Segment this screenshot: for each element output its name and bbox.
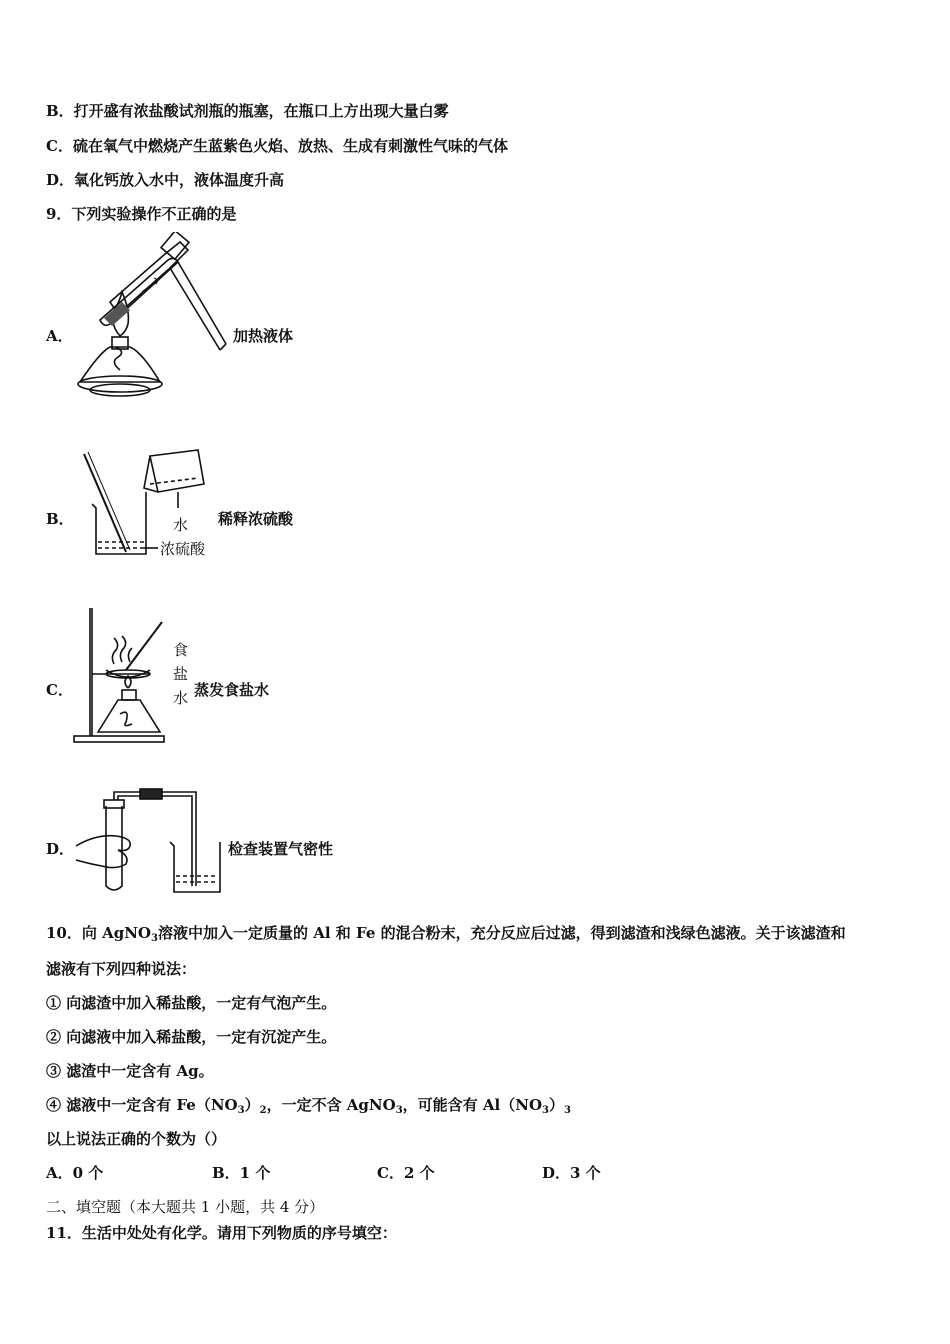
water-label-c: 水 — [173, 689, 189, 707]
salt-label: 盐 — [173, 665, 189, 683]
q10-stem-line2: 滤液有下列四种说法： — [46, 960, 197, 978]
q10-s4-sub5: 3 — [564, 1105, 571, 1116]
q8-option-d: D．氧化钙放入水中，液体温度升高 — [46, 171, 285, 189]
q8-option-b: B．打开盛有浓盐酸试剂瓶的瓶塞，在瓶口上方出现大量白雾 — [46, 102, 449, 120]
q10-stem-sub1: 3 — [151, 933, 158, 944]
q10-choice-c: C．2 个 — [377, 1164, 435, 1182]
q10-s4-sub4: 3 — [542, 1105, 549, 1116]
q9-option-a-label: A． — [46, 327, 73, 345]
section2-heading: 二、填空题（本大题共 1 小题，共 4 分） — [46, 1198, 325, 1216]
q10-statement-3: ③ 滤渣中一定含有 Ag。 — [46, 1062, 214, 1080]
q10-stem-line1 — [46, 923, 846, 949]
q9-option-b-caption: 稀释浓硫酸 — [218, 510, 294, 528]
q9-option-a-caption: 加热液体 — [233, 327, 294, 345]
conc-sulfuric-acid-label: 浓硫酸 — [160, 540, 206, 558]
q9-option-c-label: C． — [46, 681, 73, 699]
q10-statement-1: ① 向滤渣中加入稀盐酸，一定有气泡产生。 — [46, 994, 337, 1012]
q9-option-d-label: D． — [46, 840, 75, 858]
q10-stem-part1: 10．向 AgNO — [46, 924, 152, 942]
q10-question: 以上说法正确的个数为（） — [46, 1130, 227, 1148]
q10-choice-b: B．1 个 — [212, 1164, 271, 1182]
evaporate-salt-water-figure — [70, 604, 170, 744]
q10-s4-c: ，一定不含 AgNO — [266, 1096, 396, 1114]
food-label: 食 — [173, 641, 189, 659]
q10-s4-e: ） — [548, 1096, 564, 1114]
q10-choice-a: A．0 个 — [46, 1164, 104, 1182]
water-label: 水 — [173, 516, 189, 534]
q10-choice-d: D．3 个 — [542, 1164, 601, 1182]
q10-s4-b: ） — [244, 1096, 260, 1114]
q9-option-d-caption: 检查装置气密性 — [228, 840, 334, 858]
q9-stem: 9．下列实验操作不正确的是 — [46, 205, 237, 223]
q10-s4-sub1: 3 — [237, 1105, 245, 1116]
q9-option-b-label: B． — [46, 510, 74, 528]
q10-s4-sub2: 2 — [259, 1105, 267, 1116]
q9-option-c-caption: 蒸发食盐水 — [194, 681, 270, 699]
q10-s4-a: ④ 滤液中一定含有 Fe（NO — [46, 1096, 238, 1114]
q10-s4-sub3: 3 — [395, 1105, 403, 1116]
q8-option-c: C．硫在氧气中燃烧产生蓝紫色火焰、放热、生成有刺激性气味的气体 — [46, 137, 508, 155]
q10-s4-d: ，可能含有 Al（NO — [402, 1096, 543, 1114]
q10-statement-2: ② 向滤液中加入稀盐酸，一定有沉淀产生。 — [46, 1028, 337, 1046]
q10-stem-part2: 溶液中加入一定质量的 Al 和 Fe 的混合粉末，充分反应后过滤，得到滤渣和浅绿色滤液。关于该滤渣和 — [157, 924, 846, 942]
heating-liquid-figure — [70, 232, 235, 402]
q11-stem: 11．生活中处处有化学。请用下列物质的序号填空： — [46, 1224, 397, 1242]
airtightness-check-figure — [72, 786, 222, 896]
q10-statement-4 — [46, 1095, 571, 1121]
